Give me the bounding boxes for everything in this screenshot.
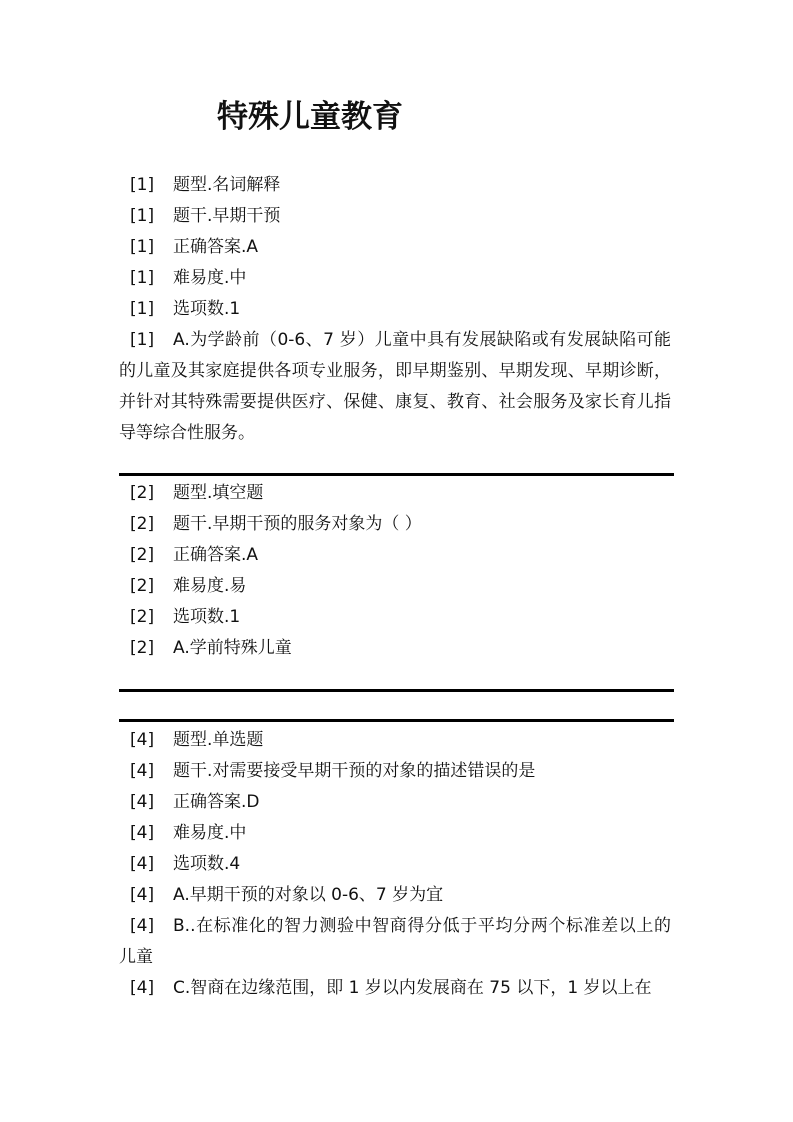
question-options-count: 选项数.1 [173,607,241,627]
question-answer: 正确答案.A [173,237,259,257]
question-difficulty-line [119,571,679,602]
option-a-text: A.为学龄前（0-6、7 岁）儿童中具有发展缺陷或有发展缺陷可能的儿童及其家庭提供各项专业服务，即早期鉴别、早期发现、早期诊断，并针对其特殊需要提供医疗、保健、康复、教育、社会服务及家长育儿指导等综合性服务。 [119,330,671,443]
question-options-count-line [119,602,679,633]
question-difficulty: 难易度.中 [173,268,247,288]
question-difficulty: 难易度.中 [173,823,247,843]
question-2 [119,478,679,664]
question-option-a [119,880,679,911]
question-option-a [119,325,671,449]
question-type: 题型.单选题 [173,730,264,750]
question-number: [4] [130,854,155,874]
option-c-text: C.智商在边缘范围，即 1 岁以内发展商在 75 以下，1 岁以上在 [173,978,652,998]
question-type-line [119,725,679,756]
question-number: [4] [130,761,155,781]
question-answer: 正确答案.D [173,792,260,812]
question-number: [1] [130,206,155,226]
question-number: [4] [130,730,155,750]
question-stem-line [119,756,679,787]
question-number: [1] [130,237,155,257]
question-number: [2] [130,576,155,596]
question-stem: 题干.早期干预 [173,206,281,226]
question-4 [119,725,679,1004]
question-options-count: 选项数.4 [173,854,241,874]
question-type: 题型.填空题 [173,483,264,503]
question-number: [1] [130,299,155,319]
question-difficulty: 难易度.易 [173,576,247,596]
question-options-count-line [119,294,679,325]
question-1 [119,170,679,449]
question-option-a [119,633,679,664]
divider-rule [119,473,674,476]
question-answer-line [119,787,679,818]
question-number: [2] [130,607,155,627]
question-number: [4] [130,885,155,905]
question-number: [4] [130,978,155,998]
question-number: [1] [130,175,155,195]
question-stem-line [119,509,679,540]
question-answer: 正确答案.A [173,545,259,565]
question-option-b [119,911,671,973]
question-stem: 题干.早期干预的服务对象为（ ） [173,514,422,534]
question-number: [2] [130,483,155,503]
question-type-line [119,170,679,201]
question-number: [2] [130,638,155,658]
question-number: [4] [130,792,155,812]
divider-rule [119,719,674,722]
option-b-text: B..在标准化的智力测验中智商得分低于平均分两个标准差以上的儿童 [119,916,671,967]
question-number: [2] [130,545,155,565]
document-title: 特殊儿童教育 [217,99,403,135]
divider-rule [119,689,674,692]
question-stem: 题干.对需要接受早期干预的对象的描述错误的是 [173,761,536,781]
question-difficulty-line [119,818,679,849]
question-option-c [119,973,679,1004]
question-answer-line [119,540,679,571]
question-number: [2] [130,514,155,534]
question-number: [4] [130,823,155,843]
option-a-text: A.早期干预的对象以 0-6、7 岁为宜 [173,885,444,905]
question-stem-line [119,201,679,232]
question-difficulty-line [119,263,679,294]
question-number: [1] [130,268,155,288]
question-number: [1] [130,330,155,350]
question-options-count: 选项数.1 [173,299,241,319]
question-number: [4] [130,916,155,936]
question-type: 题型.名词解释 [173,175,281,195]
question-type-line [119,478,679,509]
option-a-text: A.学前特殊儿童 [173,638,292,658]
question-answer-line [119,232,679,263]
question-options-count-line [119,849,679,880]
